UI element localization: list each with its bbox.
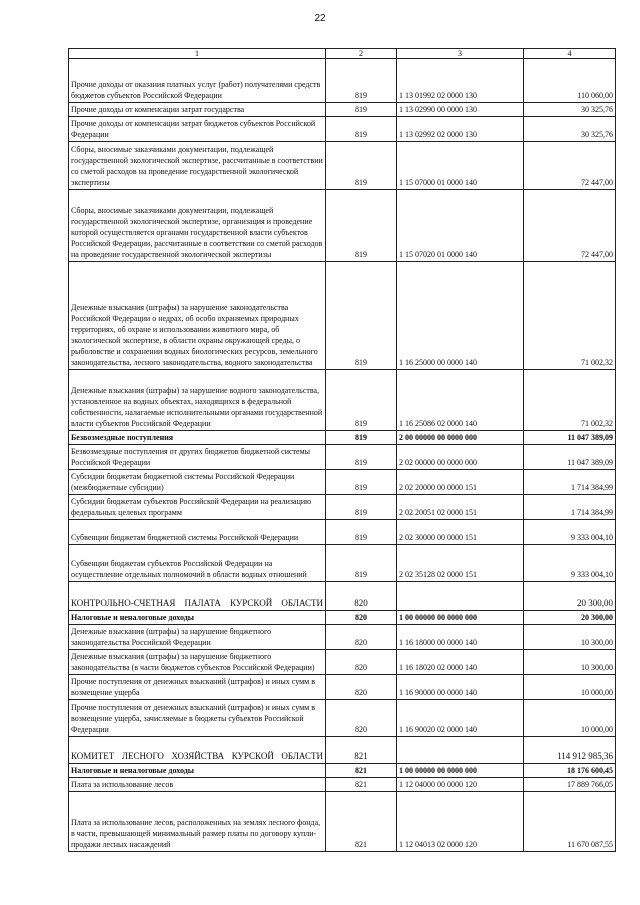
row-name-cell: Прочие поступления от денежных взысканий (штрафов) и иных сумм в возмещение ущерба, зачисляемые в бюджеты субъектов Российской Федерации xyxy=(69,700,326,737)
row-admin-code-cell: 821 xyxy=(326,792,397,852)
row-name-cell: КОМИТЕТ ЛЕСНОГО ХОЗЯЙСТВА КУРСКОЙ ОБЛАСТИ xyxy=(69,737,326,764)
row-budget-code-cell: 1 12 04000 00 0000 120 xyxy=(397,778,524,792)
table-row xyxy=(69,675,616,700)
row-amount-cell: 11 047 389,09 xyxy=(524,431,616,445)
row-name-cell: Денежные взыскания (штрафы) за нарушение бюджетного законодательства (в части бюджетов субъектов Российской Федерации) xyxy=(69,650,326,675)
row-budget-code-cell xyxy=(397,582,524,611)
row-name-cell: Денежные взыскания (штрафы) за нарушение законодательства Российской Федерации о недрах, об особо охраняемых природных территориях, об охране и использовании животного мира, об экологической экспертизе, в области охраны окружающей среды, о рыболовстве и сохранении водных биологических ресурсов, земельного законодательства, лесного законодательства, водного законодательства xyxy=(69,262,326,370)
row-admin-code-cell: 820 xyxy=(326,611,397,625)
row-amount-cell: 72 447,00 xyxy=(524,142,616,190)
revenue-table-body xyxy=(69,49,616,852)
row-budget-code-cell: 1 16 90020 02 0000 140 xyxy=(397,700,524,737)
row-budget-code-cell: 2 02 20000 00 0000 151 xyxy=(397,470,524,495)
row-admin-code-cell: 821 xyxy=(326,737,397,764)
row-name-cell: Субвенции бюджетам субъектов Российской Федерации на осуществление отдельных полномочий в области водных отношений xyxy=(69,545,326,582)
row-amount-cell: 30 325,76 xyxy=(524,103,616,117)
row-budget-code-cell: 2 02 00000 00 0000 000 xyxy=(397,445,524,470)
row-admin-code-cell: 821 xyxy=(326,764,397,778)
row-name-cell: Денежные взыскания (штрафы) за нарушение водного законодательства, установленное на водных объектах, находящихся в федеральной собственности, налагаемые исполнительными органами государственной власти субъектов Российской Федерации xyxy=(69,370,326,431)
row-budget-code-cell: 1 16 18020 02 0000 140 xyxy=(397,650,524,675)
row-amount-cell: 10 300,00 xyxy=(524,650,616,675)
table-row xyxy=(69,545,616,582)
table-row xyxy=(69,262,616,370)
table-row xyxy=(69,117,616,142)
row-budget-code-cell: 1 16 90000 00 0000 140 xyxy=(397,675,524,700)
row-admin-code-cell: 819 xyxy=(326,262,397,370)
row-name-cell: Плата за использование лесов, расположенных на землях лесного фонда, в части, превышающей минимальный размер платы по договору купли-продажи лесных насаждений xyxy=(69,792,326,852)
row-budget-code-cell: 1 16 25000 00 0000 140 xyxy=(397,262,524,370)
row-name-cell: Субвенции бюджетам бюджетной системы Российской Федерации xyxy=(69,520,326,545)
row-amount-cell: 20 300,00 xyxy=(524,611,616,625)
table-row xyxy=(69,611,616,625)
table-row xyxy=(69,190,616,262)
row-admin-code-cell: 819 xyxy=(326,59,397,103)
row-name-cell: Прочие поступления от денежных взысканий (штрафов) и иных сумм в возмещение ущерба xyxy=(69,675,326,700)
row-admin-code-cell: 819 xyxy=(326,545,397,582)
row-amount-cell: 114 912 985,36 xyxy=(524,737,616,764)
row-amount-cell: 30 325,76 xyxy=(524,117,616,142)
row-admin-code-cell: 819 xyxy=(326,117,397,142)
row-amount-cell: 11 047 389,09 xyxy=(524,445,616,470)
table-row xyxy=(69,737,616,764)
row-amount-cell: 17 889 766,05 xyxy=(524,778,616,792)
row-budget-code-cell: 2 02 30000 00 0000 151 xyxy=(397,520,524,545)
row-budget-code-cell: 1 15 07000 01 0000 140 xyxy=(397,142,524,190)
row-name-cell: Безвозмездные поступления xyxy=(69,431,326,445)
table-row xyxy=(69,764,616,778)
row-budget-code-cell: 2 02 20051 02 0000 151 xyxy=(397,495,524,520)
row-admin-code-cell: 820 xyxy=(326,582,397,611)
row-name-cell: Прочие доходы от компенсации затрат бюджетов субъектов Российской Федерации xyxy=(69,117,326,142)
row-budget-code-cell: 1 12 04013 02 0000 120 xyxy=(397,792,524,852)
table-header-row xyxy=(69,49,616,59)
table-row xyxy=(69,470,616,495)
row-budget-code-cell: 1 16 18000 00 0000 140 xyxy=(397,625,524,650)
row-admin-code-cell: 819 xyxy=(326,103,397,117)
row-amount-cell: 110 060,00 xyxy=(524,59,616,103)
row-admin-code-cell: 819 xyxy=(326,190,397,262)
row-amount-cell: 10 300,00 xyxy=(524,625,616,650)
header-col-4: 4 xyxy=(524,49,616,59)
row-name-cell: Прочие доходы от оказания платных услуг (работ) получателями средств бюджетов субъектов Российской Федерации xyxy=(69,59,326,103)
row-budget-code-cell: 2 02 35128 02 0000 151 xyxy=(397,545,524,582)
table-row xyxy=(69,792,616,852)
row-admin-code-cell: 819 xyxy=(326,431,397,445)
table-row xyxy=(69,103,616,117)
table-row xyxy=(69,520,616,545)
row-admin-code-cell: 819 xyxy=(326,370,397,431)
row-admin-code-cell: 819 xyxy=(326,520,397,545)
row-name-cell: Безвозмездные поступления от других бюджетов бюджетной системы Российской Федерации xyxy=(69,445,326,470)
row-budget-code-cell xyxy=(397,737,524,764)
table-row xyxy=(69,431,616,445)
row-amount-cell: 71 002,32 xyxy=(524,370,616,431)
table-row xyxy=(69,370,616,431)
table-row xyxy=(69,59,616,103)
row-amount-cell: 1 714 384,99 xyxy=(524,470,616,495)
row-admin-code-cell: 820 xyxy=(326,650,397,675)
row-name-cell: Налоговые и неналоговые доходы xyxy=(69,611,326,625)
row-amount-cell: 1 714 384,99 xyxy=(524,495,616,520)
row-amount-cell: 11 670 087,55 xyxy=(524,792,616,852)
row-name-cell: Сборы, вносимые заказчиками документации, подлежащей государственной экологической экспертизе, организация и проведение которой осуществляется органами государственной власти субъектов Российской Федерации, рассчитанные в соответствии со сметой расходов на проведение государственной экологической экспертизы xyxy=(69,190,326,262)
row-name-cell: Денежные взыскания (штрафы) за нарушение бюджетного законодательства Российской Федерации xyxy=(69,625,326,650)
row-name-cell: Субсидии бюджетам субъектов Российской Федерации на реализацию федеральных целевых программ xyxy=(69,495,326,520)
row-amount-cell: 20 300,00 xyxy=(524,582,616,611)
table-row xyxy=(69,582,616,611)
row-amount-cell: 10 000,00 xyxy=(524,700,616,737)
row-amount-cell: 9 333 004,10 xyxy=(524,545,616,582)
header-col-3: 3 xyxy=(397,49,524,59)
table-row xyxy=(69,625,616,650)
row-budget-code-cell: 1 13 01992 02 0000 130 xyxy=(397,59,524,103)
row-amount-cell: 10 000,00 xyxy=(524,675,616,700)
row-admin-code-cell: 819 xyxy=(326,142,397,190)
table-row xyxy=(69,778,616,792)
row-name-cell: Плата за использование лесов xyxy=(69,778,326,792)
revenue-table xyxy=(68,48,616,852)
row-name-cell: Субсидии бюджетам бюджетной системы Российской Федерации (межбюджетные субсидии) xyxy=(69,470,326,495)
header-col-2: 2 xyxy=(326,49,397,59)
header-col-1: 1 xyxy=(69,49,326,59)
row-budget-code-cell: 1 00 00000 00 0000 000 xyxy=(397,764,524,778)
row-amount-cell: 18 176 600,45 xyxy=(524,764,616,778)
row-budget-code-cell: 1 00 00000 00 0000 000 xyxy=(397,611,524,625)
table-row xyxy=(69,142,616,190)
row-name-cell: Прочие доходы от компенсации затрат государства xyxy=(69,103,326,117)
row-budget-code-cell: 1 16 25086 02 0000 140 xyxy=(397,370,524,431)
table-row xyxy=(69,700,616,737)
row-admin-code-cell: 820 xyxy=(326,625,397,650)
row-name-cell: Налоговые и неналоговые доходы xyxy=(69,764,326,778)
row-budget-code-cell: 1 15 07020 01 0000 140 xyxy=(397,190,524,262)
table-row xyxy=(69,445,616,470)
table-row xyxy=(69,495,616,520)
row-admin-code-cell: 819 xyxy=(326,470,397,495)
page-number: 22 xyxy=(314,13,326,24)
row-admin-code-cell: 820 xyxy=(326,700,397,737)
row-amount-cell: 71 002,32 xyxy=(524,262,616,370)
row-admin-code-cell: 819 xyxy=(326,445,397,470)
row-name-cell: Сборы, вносимые заказчиками документации, подлежащей государственной экологической экспертизе, рассчитанные в соответствии со сметой расходов на проведение государственной экологической экспертизы xyxy=(69,142,326,190)
row-name-cell: КОНТРОЛЬНО-СЧЕТНАЯ ПАЛАТА КУРСКОЙ ОБЛАСТИ xyxy=(69,582,326,611)
row-amount-cell: 9 333 004,10 xyxy=(524,520,616,545)
row-amount-cell: 72 447,00 xyxy=(524,190,616,262)
table-row xyxy=(69,650,616,675)
row-admin-code-cell: 821 xyxy=(326,778,397,792)
row-budget-code-cell: 1 13 02992 02 0000 130 xyxy=(397,117,524,142)
row-admin-code-cell: 819 xyxy=(326,495,397,520)
row-budget-code-cell: 1 13 02990 00 0000 130 xyxy=(397,103,524,117)
row-admin-code-cell: 820 xyxy=(326,675,397,700)
row-budget-code-cell: 2 00 00000 00 0000 000 xyxy=(397,431,524,445)
